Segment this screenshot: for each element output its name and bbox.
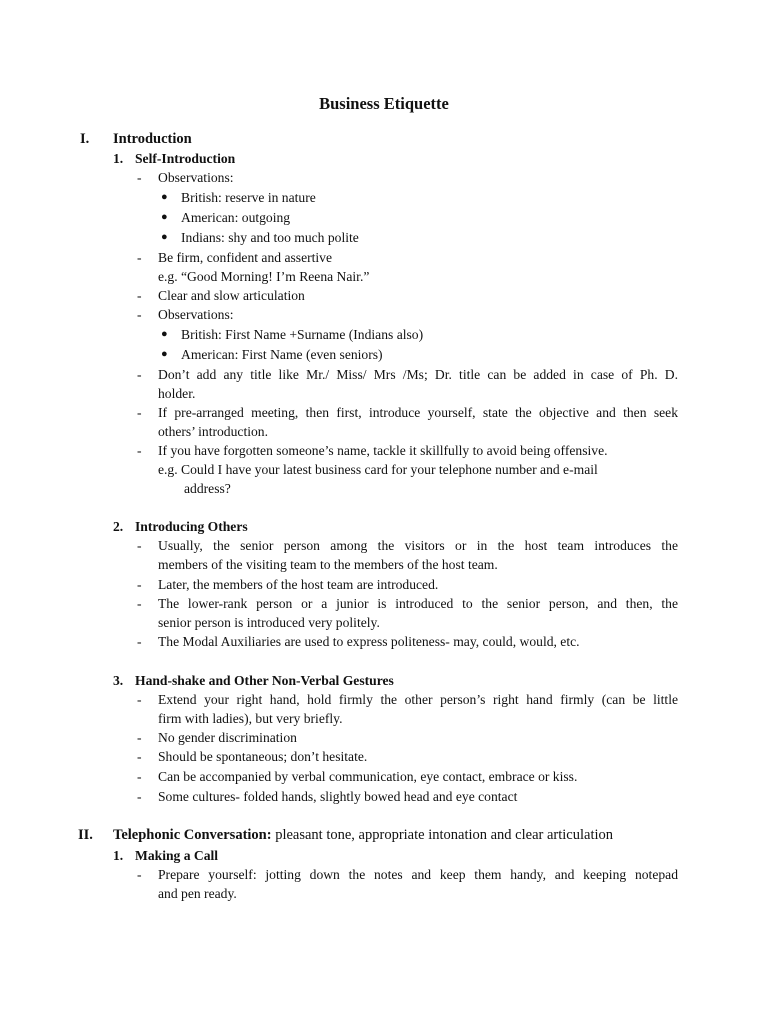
list-item bbox=[158, 594, 678, 632]
subsection-title: Introducing Others bbox=[135, 519, 248, 534]
list-item bbox=[158, 690, 678, 728]
list-item: Observations: bbox=[158, 170, 234, 185]
list-item: Observations: bbox=[158, 307, 234, 322]
list-item-line: The lower-rank person or a junior is introduced to the senior person, and then, the bbox=[158, 596, 678, 611]
section-title: Introduction bbox=[113, 131, 192, 147]
bullet-item: British: reserve in nature bbox=[181, 190, 316, 205]
list-item-line: Extend your right hand, hold firmly the other person’s right hand firmly (can be little bbox=[158, 692, 678, 707]
list-item: No gender discrimination bbox=[158, 730, 297, 745]
list-item: Should be spontaneous; don’t hesitate. bbox=[158, 749, 368, 764]
section-number: II. bbox=[78, 827, 93, 843]
list-item-line: holder. bbox=[158, 386, 196, 401]
dash-marker: - bbox=[137, 250, 142, 265]
section-title bbox=[113, 826, 613, 845]
subsection-number: 2. bbox=[113, 519, 124, 534]
list-item: Be firm, confident and assertive bbox=[158, 250, 333, 265]
bullet-icon: ● bbox=[161, 231, 168, 243]
dash-marker: - bbox=[137, 367, 142, 382]
subsection-number: 1. bbox=[113, 848, 124, 863]
list-item-line: Usually, the senior person among the visitors or in the host team introduces the bbox=[158, 538, 678, 553]
list-item: The Modal Auxiliaries are used to express politeness- may, could, would, etc. bbox=[158, 634, 580, 649]
list-item: Can be accompanied by verbal communication, eye contact, embrace or kiss. bbox=[158, 769, 578, 784]
subsection-title: Making a Call bbox=[135, 848, 219, 863]
list-item bbox=[158, 365, 678, 403]
dash-marker: - bbox=[137, 170, 142, 185]
list-item-line: Prepare yourself: jotting down the notes and keep them handy, and keeping notepad bbox=[158, 867, 678, 882]
list-item: Some cultures- folded hands, slightly bowed head and eye contact bbox=[158, 789, 518, 804]
dash-marker: - bbox=[137, 577, 142, 592]
list-item bbox=[158, 865, 678, 903]
dash-marker: - bbox=[137, 405, 142, 420]
bullet-icon: ● bbox=[161, 348, 168, 360]
page-title: Business Etiquette bbox=[319, 94, 449, 113]
bullet-item: Indians: shy and too much polite bbox=[181, 230, 359, 245]
bullet-icon: ● bbox=[161, 328, 168, 340]
list-item: If you have forgotten someone’s name, tackle it skillfully to avoid being offensive. bbox=[158, 443, 608, 458]
example-line: e.g. Could I have your latest business card for your telephone number and e-mail bbox=[158, 462, 598, 477]
dash-marker: - bbox=[137, 288, 142, 303]
list-item bbox=[158, 403, 678, 441]
section-title-bold: Telephonic Conversation: bbox=[113, 827, 272, 843]
dash-marker: - bbox=[137, 307, 142, 322]
dash-marker: - bbox=[137, 867, 142, 882]
dash-marker: - bbox=[137, 596, 142, 611]
bullet-item: American: First Name (even seniors) bbox=[181, 347, 383, 362]
list-item-line: Don’t add any title like Mr./ Miss/ Mrs /Ms; Dr. title can be added in case of Ph. D. bbox=[158, 367, 678, 382]
bullet-icon: ● bbox=[161, 211, 168, 223]
subsection-title: Hand-shake and Other Non-Verbal Gestures bbox=[135, 673, 394, 688]
dash-marker: - bbox=[137, 769, 142, 784]
example-line: address? bbox=[184, 481, 231, 496]
list-item-line: senior person is introduced very politely. bbox=[158, 615, 380, 630]
dash-marker: - bbox=[137, 692, 142, 707]
list-item-line: others’ introduction. bbox=[158, 424, 268, 439]
subsection-title: Self-Introduction bbox=[135, 151, 236, 166]
dash-marker: - bbox=[137, 749, 142, 764]
bullet-item: American: outgoing bbox=[181, 210, 291, 225]
list-item-line: firm with ladies), but very briefly. bbox=[158, 711, 343, 726]
list-item: Clear and slow articulation bbox=[158, 288, 305, 303]
section-number: I. bbox=[80, 131, 90, 147]
bullet-item: British: First Name +Surname (Indians also) bbox=[181, 327, 424, 342]
dash-marker: - bbox=[137, 789, 142, 804]
dash-marker: - bbox=[137, 634, 142, 649]
list-item: Later, the members of the host team are introduced. bbox=[158, 577, 439, 592]
list-item-line: and pen ready. bbox=[158, 886, 237, 901]
list-item-line: If pre-arranged meeting, then first, introduce yourself, state the objective and then seek bbox=[158, 405, 678, 420]
list-item bbox=[158, 536, 678, 574]
subsection-number: 1. bbox=[113, 151, 124, 166]
dash-marker: - bbox=[137, 443, 142, 458]
subsection-number: 3. bbox=[113, 673, 124, 688]
section-title-description: pleasant tone, appropriate intonation and clear articulation bbox=[271, 827, 614, 843]
bullet-icon: ● bbox=[161, 191, 168, 203]
dash-marker: - bbox=[137, 730, 142, 745]
list-item-line: members of the visiting team to the members of the host team. bbox=[158, 557, 498, 572]
example-line: e.g. “Good Morning! I’m Reena Nair.” bbox=[158, 269, 370, 284]
dash-marker: - bbox=[137, 538, 142, 553]
